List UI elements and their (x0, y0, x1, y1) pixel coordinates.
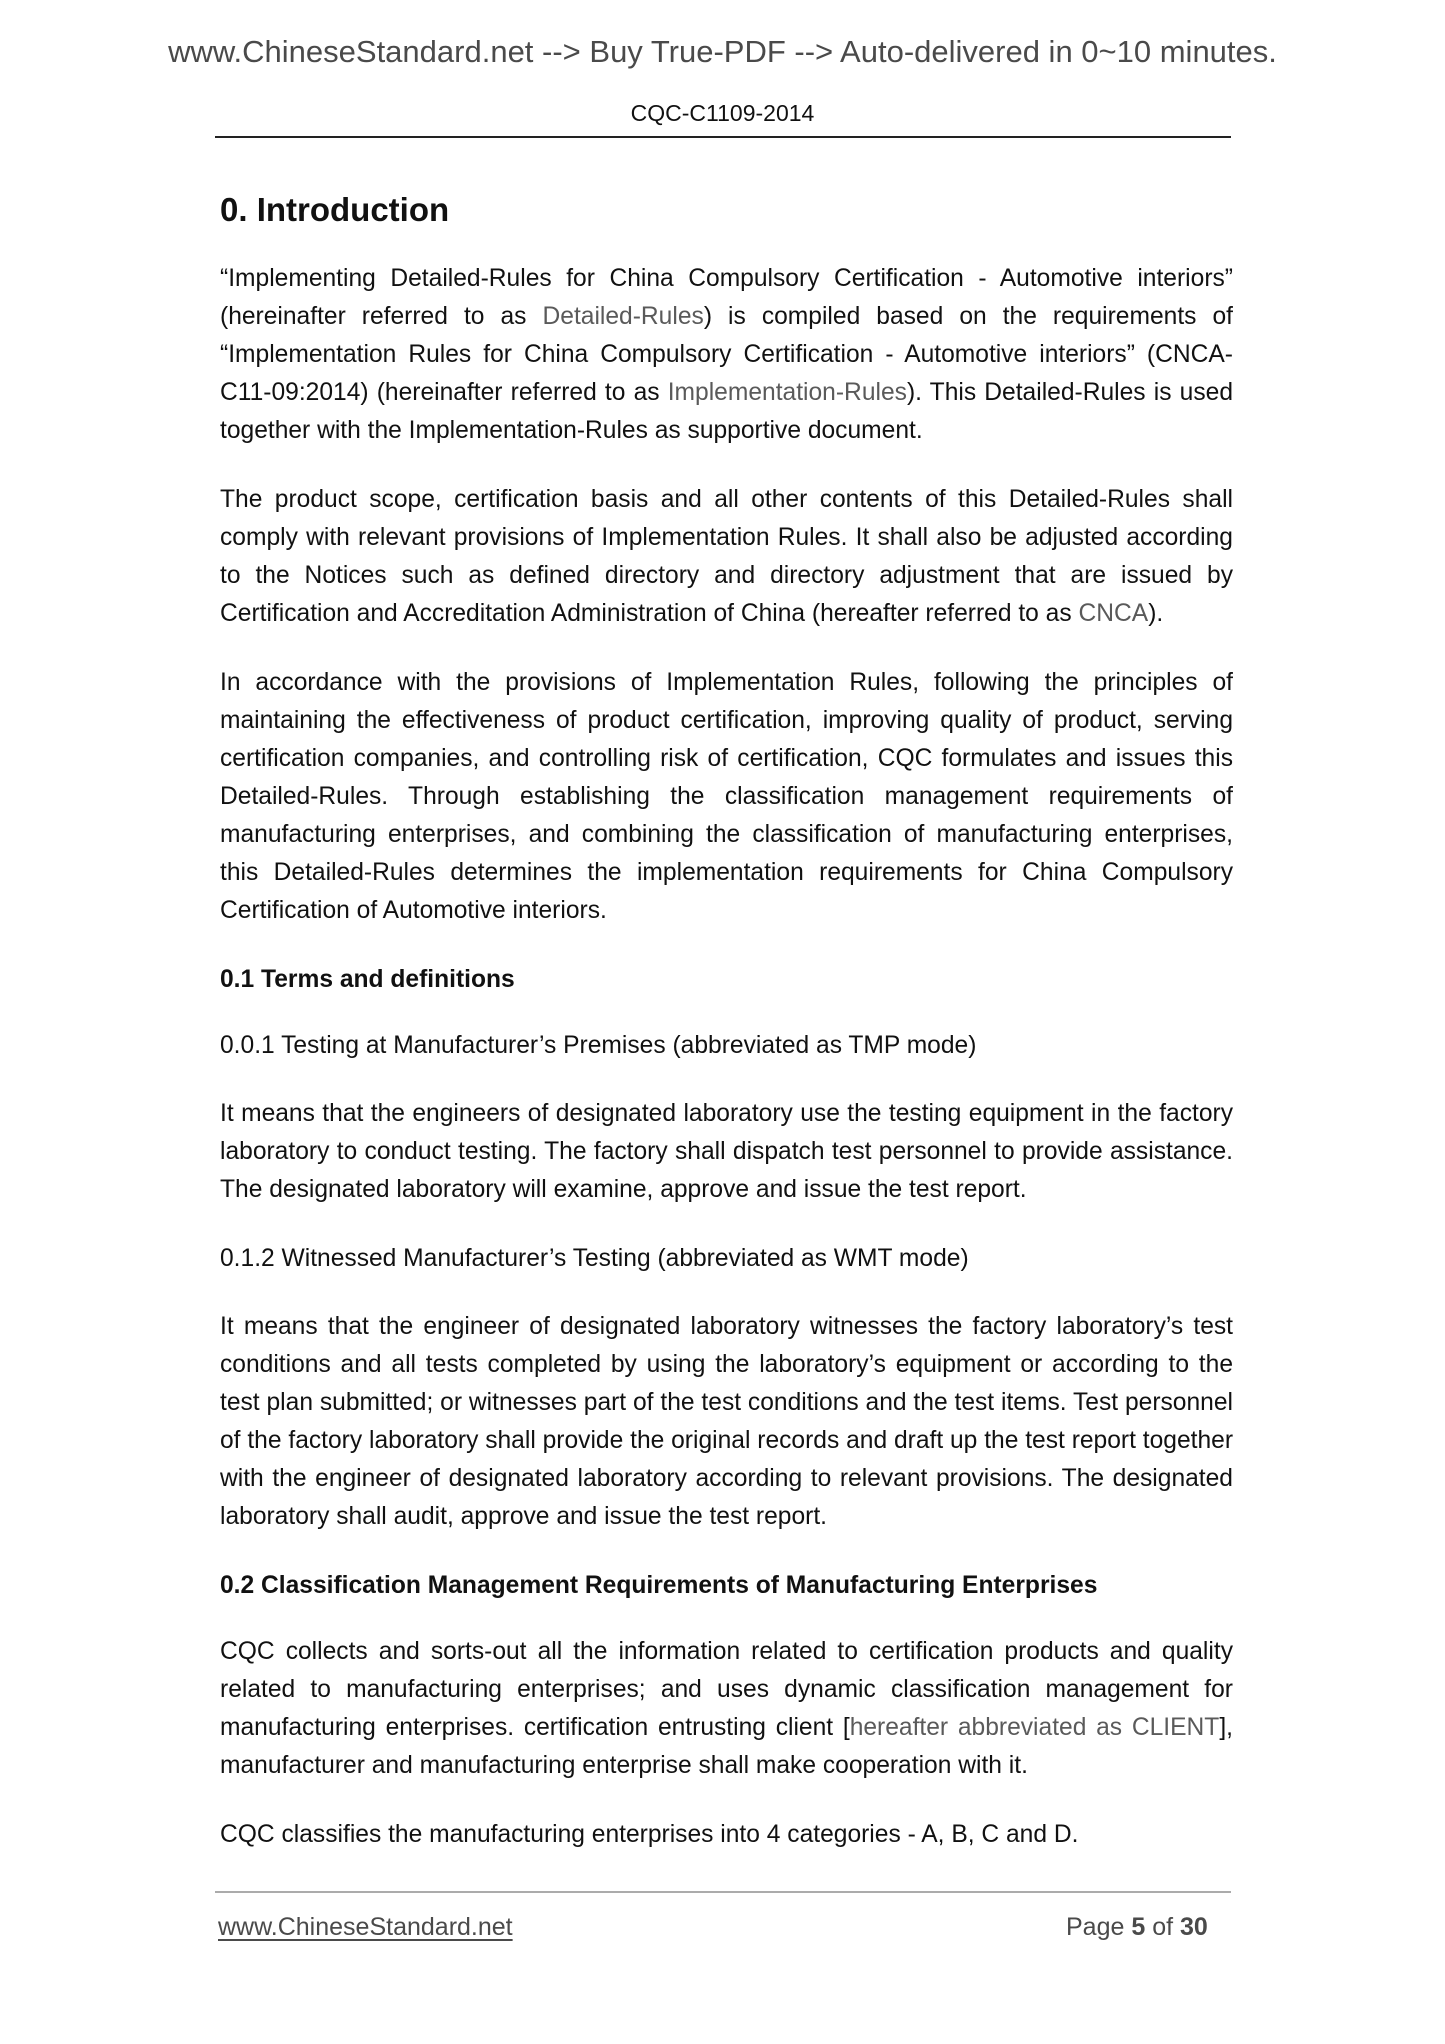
text: ). (1148, 600, 1164, 627)
paragraph-categories: CQC classifies the manufacturing enterprises into 4 categories - A, B, C and D. (220, 1821, 1079, 1848)
term-tmp-title: 0.0.1 Testing at Manufacturer’s Premises (abbreviated as TMP mode) (220, 1032, 977, 1059)
paragraph-scope (220, 481, 1233, 633)
paragraph-principles: In accordance with the provisions of Implementation Rules, following the principles of maintaining the effectiveness of product certification, improving quality of product, serving certification companies, and controlling risk of certification, CQC formulates and issues this Detailed-Rules. Through establishing the classification management requirements of manufacturing enterprises, and combining the classification of manufacturing enterprises, this Detailed-Rules determines the implementation requirements for China Compulsory Certification of Automotive interiors. (220, 669, 1233, 924)
text: ). This Detailed-Rules is used together with the Implementation-Rules as supportive document. (220, 379, 1233, 444)
term-wmt-title: 0.1.2 Witnessed Manufacturer’s Testing (abbreviated as WMT mode) (220, 1245, 969, 1272)
subsection-title-classification: 0.2 Classification Management Requirements of Manufacturing Enterprises (220, 1572, 1098, 1599)
promo-banner: www.ChineseStandard.net --> Buy True-PDF --> Auto-delivered in 0~10 minutes. (168, 34, 1277, 69)
term-tmp-definition: It means that the engineers of designated laboratory use the testing equipment in the factory laboratory to conduct testing. The factory shall dispatch test personnel to provide assistance. The designated laboratory will examine, approve and issue the test report. (220, 1100, 1233, 1203)
term-detailed-rules: Detailed-Rules (542, 303, 704, 330)
term-implementation-rules: Implementation-Rules (667, 379, 907, 406)
paragraph-intro (220, 260, 1233, 450)
page-of: of (1145, 1913, 1180, 1941)
text: ) is compiled based on the requirements of “Implementation Rules for China Compulsory Certification - Automotive interiors” (CNCA-C11-09:2014) (hereinafter referred to as (220, 303, 1234, 406)
page-total: 30 (1180, 1913, 1208, 1941)
paragraph-classification (220, 1633, 1233, 1785)
page-indicator (1066, 1913, 1208, 1942)
text: The product scope, certification basis and all other contents of this Detailed-Rules shall comply with relevant provisions of Implementation Rules. It shall also be adjusted according to the Notices such as defined directory and directory adjustment that are issued by Certification and Accreditation Administration of China (hereafter referred to as (220, 486, 1233, 627)
subsection-title-terms: 0.1 Terms and definitions (220, 966, 515, 993)
page-current: 5 (1131, 1913, 1146, 1941)
page-content (220, 190, 1233, 1885)
text: ], manufacturer and manufacturing enterprise shall make cooperation with it. (220, 1714, 1233, 1779)
text: “Implementing Detailed-Rules for China Compulsory Certification - Automotive interiors” (hereinafter referred to as (220, 265, 1233, 330)
term-wmt-definition: It means that the engineer of designated laboratory witnesses the factory laboratory’s test conditions and all tests completed by using the laboratory’s equipment or according to the test plan submitted; or witnesses part of the test conditions and the test items. Test personnel of the factory laboratory shall provide the original records and draft up the test report together with the engineer of designated laboratory according to relevant provisions. The designated laboratory shall audit, approve and issue the test report. (220, 1313, 1234, 1530)
term-cnca: CNCA (1078, 600, 1149, 627)
header-divider (215, 136, 1231, 138)
page-label: Page (1066, 1913, 1132, 1941)
section-title: 0. Introduction (220, 191, 450, 228)
text: CQC collects and sorts-out all the information related to certification products and quality related to manufacturing enterprises; and uses dynamic classification management for manufacturing enterprises. certification entrusting client [ (220, 1638, 1233, 1741)
document-code: CQC-C1109-2014 (630, 100, 815, 126)
footer-divider (215, 1891, 1231, 1893)
term-client: hereafter abbreviated as CLIENT (849, 1714, 1220, 1741)
footer-website-link[interactable]: www.ChineseStandard.net (218, 1913, 513, 1941)
